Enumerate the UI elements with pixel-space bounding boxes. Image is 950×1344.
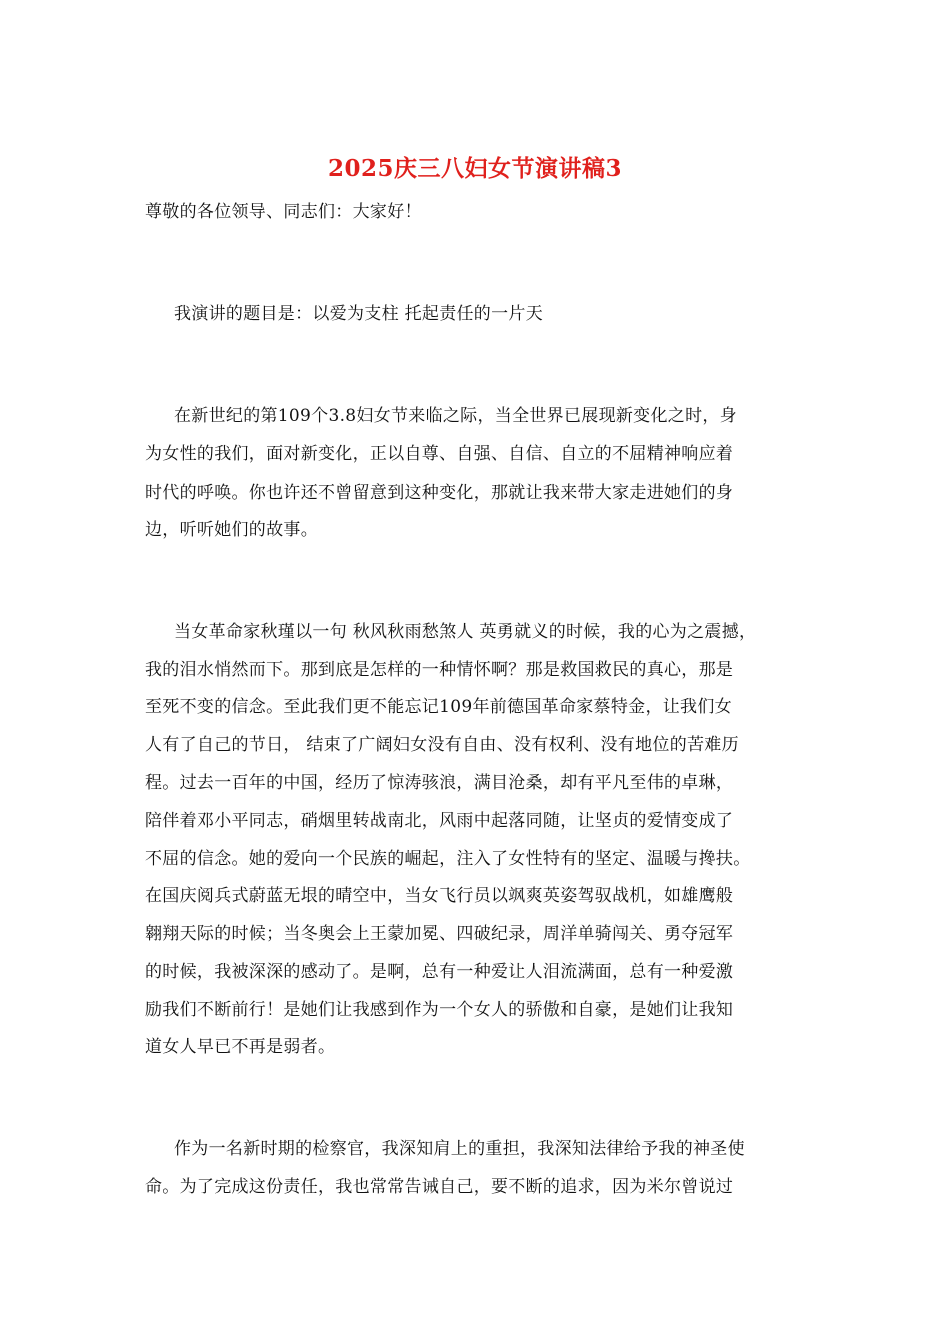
paragraph-line: 励我们不断前行！是她们让我感到作为一个女人的骄傲和自豪，是她们让我知 (145, 1000, 734, 1020)
paragraph-line: 程。过去一百年的中国，经历了惊涛骇浪，满目沧桑，却有平凡至伟的卓琳， (145, 773, 734, 793)
paragraph-line: 时代的呼唤。你也许还不曾留意到这种变化，那就让我来带大家走进她们的身 (145, 483, 734, 503)
paragraph-line: 人有了自己的节日， 结束了广阔妇女没有自由、没有权利、没有地位的苦难历 (145, 735, 739, 755)
paragraph-line: 边，听听她们的故事。 (145, 520, 318, 540)
paragraph-line: 的时候，我被深深的感动了。是啊，总有一种爱让人泪流满面，总有一种爱激 (145, 962, 734, 982)
paragraph-line: 命。为了完成这份责任，我也常常告诫自己，要不断的追求，因为米尔曾说过 (145, 1177, 734, 1197)
speech-topic: 我演讲的题目是：以爱为支柱 托起责任的一片天 (174, 304, 544, 324)
paragraph-line: 道女人早已不再是弱者。 (145, 1037, 336, 1057)
paragraph-line: 至死不变的信念。至此我们更不能忘记109年前德国革命家蔡特金，让我们女 (145, 697, 732, 717)
paragraph-line: 翱翔天际的时候；当冬奥会上王蒙加冕、四破纪录，周洋单骑闯关、勇夺冠军 (145, 924, 734, 944)
paragraph-line: 为女性的我们，面对新变化，正以自尊、自强、自信、自立的不屈精神响应着 (145, 444, 734, 464)
paragraph-line: 我的泪水悄然而下。那到底是怎样的一种情怀啊？那是救国救民的真心，那是 (145, 660, 734, 680)
paragraph-line: 陪伴着邓小平同志，硝烟里转战南北，风雨中起落同随，让坚贞的爱情变成了 (145, 811, 734, 831)
document-title: 2025庆三八妇女节演讲稿3 (327, 155, 623, 182)
paragraph-line: 当女革命家秋瑾以一句 秋风秋雨愁煞人 英勇就义的时候，我的心为之震撼， (174, 622, 757, 642)
paragraph-line: 在新世纪的第109个3.8妇女节来临之际，当全世界已展现新变化之时，身 (174, 406, 737, 426)
greeting: 尊敬的各位领导、同志们：大家好！ (145, 202, 422, 222)
paragraph-line: 不屈的信念。她的爱向一个民族的崛起，注入了女性特有的坚定、温暖与搀扶。 (145, 849, 751, 869)
paragraph-line: 在国庆阅兵式蔚蓝无垠的晴空中，当女飞行员以飒爽英姿驾驭战机，如雄鹰般 (145, 886, 734, 906)
paragraph-line: 作为一名新时期的检察官，我深知肩上的重担，我深知法律给予我的神圣使 (174, 1139, 745, 1159)
